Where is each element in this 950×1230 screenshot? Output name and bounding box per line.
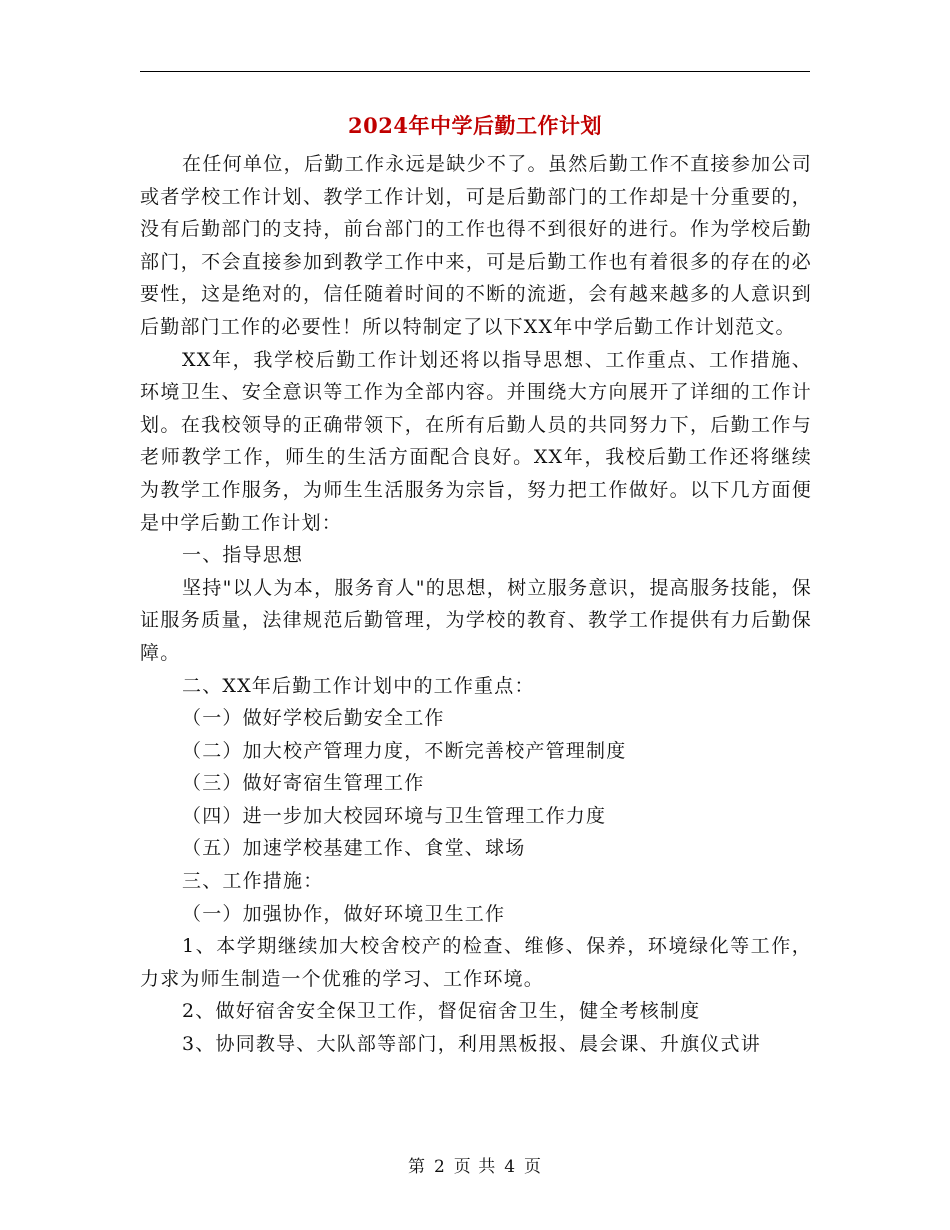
section-heading: 一、指导思想 <box>182 544 304 567</box>
current-page-number: 2 <box>433 1157 446 1177</box>
list-item: 2、做好宿舍安全保卫工作，督促宿舍卫生，健全考核制度 <box>182 1000 701 1023</box>
footer-middle: 页 共 <box>453 1157 497 1177</box>
paragraph: 坚持"以人为本，服务育人"的思想，树立服务意识，提高服务技能，保证服务质量，法律规范后勤管理，为学校的教育、教学工作提供有力后勤保障。 <box>140 576 812 664</box>
list-item: （三）做好寄宿生管理工作 <box>182 772 425 795</box>
list-item: 1、本学期继续加大校舍校产的检查、维修、保养，环境绿化等工作，力求为师生制造一个优雅的学习、工作环境。 <box>140 935 812 990</box>
list-item: （一）做好学校后勤安全工作 <box>182 707 445 730</box>
page-footer <box>0 1152 950 1177</box>
section-heading: 二、XX年后勤工作计划中的工作重点： <box>182 674 535 697</box>
list-item: （一）加强协作，做好环境卫生工作 <box>182 902 506 925</box>
document-body <box>140 148 812 1061</box>
footer-prefix: 第 <box>407 1157 426 1177</box>
header-rule <box>140 71 810 72</box>
section-heading: 三、工作措施： <box>182 870 324 893</box>
total-page-count: 4 <box>504 1157 517 1177</box>
document-title: 2024年中学后勤工作计划 <box>348 113 602 138</box>
list-item: （二）加大校产管理力度，不断完善校产管理制度 <box>182 739 627 762</box>
paragraph: XX年，我学校后勤工作计划还将以指导思想、工作重点、工作措施、环境卫生、安全意识等工作为全部内容。并围绕大方向展开了详细的工作计划。在我校领导的正确带领下，在所有后勤人员的共同努力下，后勤工作与老师教学工作，师生的生活方面配合良好。XX年，我校后勤工作还将继续为教学工作服务，为师生生活服务为宗旨，努力把工作做好。以下几方面便是中学后勤工作计划： <box>140 348 812 534</box>
list-item: （五）加速学校基建工作、食堂、球场 <box>182 837 526 860</box>
list-item: 3、协同教导、大队部等部门，利用黑板报、晨会课、升旗仪式讲 <box>182 1033 761 1056</box>
list-item: （四）进一步加大校园环境与卫生管理工作力度 <box>182 804 607 827</box>
footer-suffix: 页 <box>524 1157 543 1177</box>
paragraph: 在任何单位，后勤工作永远是缺少不了。虽然后勤工作不直接参加公司或者学校工作计划、教学工作计划，可是后勤部门的工作却是十分重要的，没有后勤部门的支持，前台部门的工作也得不到很好的进行。作为学校后勤部门，不会直接参加到教学工作中来，可是后勤工作也有着很多的存在的必要性，这是绝对的，信任随着时间的不断的流逝，会有越来越多的人意识到后勤部门工作的必要性！所以特制定了以下XX年中学后勤工作计划范文。 <box>140 153 812 338</box>
